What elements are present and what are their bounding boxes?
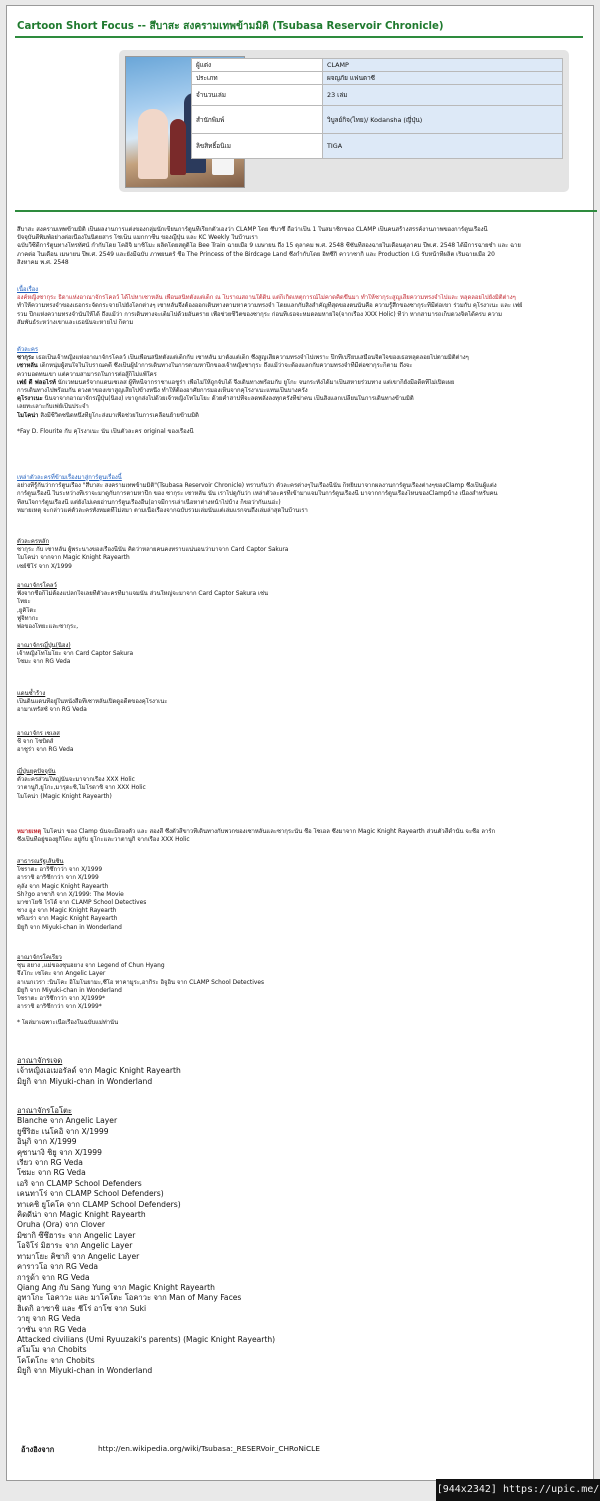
group-line: เจ้าหญิงโทโมโยะ จาก Card Captor Sakura [17, 651, 134, 658]
story-line: องค์หญิงซากุระ ธิดาแห่งอาณาจักรโคลว์ ได้ไปหาเซาหลัน เพื่อนสนิทตั้งแต่เด็ก ณ โบราณสถานใต้ดิน แต่ก็เกิดเหตุการณ์ไม่คาดคิดขึ้นมา ทำให้ซากุระสูญเสียความทรงจำไปและ หลุดลอยไปยังมิติต่างๆ [17, 295, 516, 302]
divider [15, 210, 597, 212]
group-line: เจ้าหญิงเอเมอรัลด์ จาก Magic Knight Rayearth [17, 1066, 181, 1076]
story-line: รวม ปีกแห่งความทรงจำนั้นให้ได้ ถึงแม้ว่า การเดินทางจะเต็มไปด้วยอันตราย เพื่อช่วยชีวิตของซากุระ ก่อนที่เธอจะหมดลมหายใจ(จากเรื่อง XXX Holic) ที่ว่า หากสามารถเก็บดวงจิตได้ครบ ความ [17, 311, 503, 318]
info-key: ประเภท [192, 72, 323, 85]
cameo-line: การ์ตูนเรื่องนี้ ในระหว่างที่เราจะมาดูกับการตามหาปีก ของ ซากุระ เซาหลัน นั้น เราไปดูกันว่า เหล่าตัวละครที่เข้ามาแจมในการ์ตูนเรื่องนี้ มาจากการ์ตูนเรื่องไหนของClampบ้าง เนื่องสำหรับคน [17, 491, 498, 498]
group-line: Blanche จาก Angelic Layer [17, 1116, 118, 1126]
group-line: โซราตะ อาริซึกาว่า จาก X/1999* [17, 996, 106, 1003]
group-line: โอจิโร่ มิฮาระ จาก Angelic Layer [17, 1241, 133, 1251]
group-line: มิยูกิ จาก Miyuki-chan in Wonderland [17, 924, 122, 931]
group-line: ,ยูคิโตะ [17, 607, 37, 614]
characters-footnote: *Fay D. Flourite กับ คุโรงาเนะ นั้น เป็นตัวละคร original ของเรื่องนี้ [17, 428, 194, 435]
watermark: [944x2342] https://upic.me/ [436, 1479, 600, 1501]
group-line: ซาง อูง จาก Magic Knight Rayearth [17, 908, 117, 915]
group-line: วาตานูกิ,ยูโกะ,มารุดะชิ,โมโรดาชิ จาก XXX Holic [17, 785, 146, 792]
info-row [192, 134, 563, 159]
groups-section [17, 538, 591, 571]
group-line: โมโคน่า จากจาก Magic Knight Rayearth [17, 555, 130, 562]
intro-line: สึบาสะ สงครามเทพข้ามมิติ เป็นผลงานการแต่งของกลุ่มนักเขียนการ์ตูนที่เรียกตัวเองว่า CLAMP โดย ซึบาซึ ถือว่าเป็น 1 ในสมาชิกของ CLAMP เป็นคนสร้างสรรค์งานภาพของการ์ตูนเรื่องนี้ [17, 227, 488, 233]
intro-line: ปัจจุบันตีพิมพ์อย่างต่อเนื่องในนิตยสาร โชเน็น แมกกาซีน ของญี่ปุ่น และ KC Weekly ในบ้านเรา [17, 235, 258, 242]
character-name: เซาหลัน [17, 363, 38, 370]
character-name: โมโคน่า [17, 412, 39, 419]
group-line: ตัวละครส่วนใหญ่นั้นจะมาจากเรื่อง XXX Holic [17, 777, 135, 784]
group-heading: อาณาจักร เซเลส [17, 731, 60, 737]
group-line: Qiang Ang กับ Sang Yung จาก Magic Knight Rayearth [17, 1282, 215, 1292]
info-row [192, 106, 563, 134]
group-line: เอริ จาก CLAMP School Defenders [17, 1178, 142, 1188]
group-line: โซมะ จาก RG Veda [17, 659, 71, 666]
groups2-section [17, 858, 591, 932]
intro-line: สิงหาคม พ.ศ. 2548 [17, 259, 69, 266]
character-text: นินจาจากอาณาจักรญี่ปุ่น(นิฮง) เขาถูกส่งไปด้วยเจ้าหญิงโทโมโยะ ด้วยคำสาปที่จะลดพลังลงทุกครั้งที่ฆ่าคน เป็นสิ่งแลกเปลี่ยนในการเดินทางข้ามมิติ [42, 396, 414, 403]
group-line: มิยูกิ จาก Miyuki-chan in Wonderland [17, 987, 122, 994]
group-line: ทาเคชิ ยูโคโค จาก CLAMP School Defenders) [17, 1199, 181, 1209]
info-value: CLAMP [323, 59, 563, 72]
reference-link[interactable]: http://en.wikipedia.org/wiki/Tsubasa:_RESERVoir_CHRoNiCLE [98, 1444, 320, 1453]
group-line: อาราชิ อาริซึกาว่า จาก X/1999* [17, 1004, 102, 1011]
cameo-line: หมายเหตุ จะกล่าวแค่ตัวละครทั้งหมดที่ไม่สมา ตามเนื้อเรื่องจากฉบับรวมเล่มนั้นแต่เล่มแรกจนถึงเล่มล่าสุดในบ้านเรา [17, 507, 308, 514]
character-text: นักเวทมนตร์จากแดนเซเลส ผู้ที่หนีจากราชาแอชูร่า เพื่อไม่ให้ถูกจับได้ จึงเดินทางพร้อมกับ ยูโกะ จนกระทั่งได้มาเป็นสหายร่วมทาง แต่เขาก็ยังมีอดีตที่ไม่เปิดเผย [55, 379, 455, 386]
group-line: โซมะ จาก RG Veda [17, 1168, 86, 1178]
group-line: อาเนกเวรา :นินโคะ อิโมโนยามะ,ซึโอ ทาคามูระ,อากิระ อิจูอิน จาก CLAMP School Detectives [17, 979, 265, 986]
character-name: ซากุระ [17, 355, 35, 362]
groups-section [17, 582, 591, 631]
groups-section [17, 768, 591, 801]
group-line: ยูซึริฮะ เนโคอิ จาก X/1999 [17, 1126, 109, 1136]
story-line: สัมพันธ์ระหว่างเขาและเธอนั้นจะหายไป ก็ตาม [17, 319, 134, 326]
group-heading: สาธารณรัฐเส้นซิน [17, 859, 64, 865]
character-name: คุโรงาเนะ [17, 396, 43, 403]
intro-line: ฉบับวีซีดีการ์ตูนทางโทรทัศน์ กำกับโดย โคอิจิ มาชิโมะ ผลิตโดยสตูดิโอ Bee Train ฉายเมื่อ 9 เมษายน ถึง 15 ตุลาคม พ.ศ. 2548 ซีซั่นที่สองฉายในเดือนตุลาคม ปีพ.ศ. 2548 ได้มีการฉายซ้ำ และ ฉาย [17, 243, 521, 250]
info-value: TIGA [323, 134, 563, 159]
group-heading: แดนซ้ำร้าง [17, 691, 46, 697]
cameo-section [17, 474, 591, 515]
reference-label: อ้างอิงจาก [21, 1445, 55, 1454]
cameo-line: ที่สนใจการ์ตูนเรื่องนี้ แต่ยังไม่เคยอ่านการ์ตูนเรื่องอื่น(อาจมีการเล่าเนื้อหาต่างหน้าไปบ้าง ก็ขอว่ากันเนอ่ะ) [17, 499, 281, 506]
cameo-heading: เหล่าตัวละครที่ข้ามเรื่องมาสู่การ์ตูนเรื่องนี้ [17, 475, 122, 481]
groups2-section [17, 954, 591, 1028]
group-line: อุทาโกะ โอคาวะ และ มาโคโตะ โอคาวะ จาก Man of Many Faces [17, 1293, 242, 1303]
group-line: วาซัน จาก RG Veda [17, 1324, 87, 1334]
group-line: โมโคน่า (Magic Knight Rayearth) [17, 793, 112, 800]
info-row [192, 85, 563, 106]
groups3-section [17, 1056, 591, 1087]
reference [21, 1444, 320, 1456]
group-line: เป็นดินแดนที่อยู่ในหนังสือที่เซาหลันเปิดดูอดีตของคุโรงาเนะ [17, 699, 168, 706]
cameo-line: อย่างที่รู้กันว่าการ์ตูนเรื่อง "สึบาสะ สงครามเทพข้ามมิติ"(Tsubasa Reservoir Chronicle) ทราบกันว่า ตัวละครต่างๆในเรื่องนี้นั้น ก็หยิบมาจากผลงานการ์ตูนเรื่องต่างๆของClamp ซึ่งเป็นผู้แต่ง [17, 483, 497, 490]
group-line: มาซาโยชิ โรโด้ จาก CLAMP School Detectives [17, 900, 147, 907]
group-line: มิยูกิ จาก Miyuki-chan in Wonderland [17, 1076, 153, 1086]
note-text: ซึ่งเป็นที่อยู่ของยูกิโดะ อยู่กับ ยูโกะและวาตานูกิ จากเรื่อง XXX Holic [17, 837, 190, 844]
article-title: Cartoon Short Focus -- สึบาสะ สงครามเทพข้ามมิติ (Tsubasa Reservoir Chronicle) [17, 21, 444, 32]
group-line: อินุกิ จาก X/1999 [17, 1137, 77, 1147]
group-line: อาราชิ อาริซึกาว่า จาก X/1999 [17, 875, 99, 882]
group-line: เซย์ชิโร่ จาก X/1999 [17, 563, 72, 570]
note-text: โมโคน่า ของ Clamp นั้นจะมีสองตัว และ สองสี ซึ่งตัวสีขาวที่เดินทางกับพวกของเซาหลันและซากุระนั้น ชื่อ โซเอล ซึ่งมาจาก Magic Knight Rayearth ส่วนตัวสีดำนั้น จะชื่อ ลาร์ก [41, 829, 496, 835]
group-line: ซากุระ กับ เซาหลัน ผู้พระนางของเรื่องนี้นั้น คิดว่าหลายคนคงทราบแน่นอนว่ามาจาก Card Captor Sakura [17, 547, 289, 554]
group-line: โคโตโกะ จาก Chobits [17, 1355, 95, 1365]
story-heading: เนื้อเรื่อง [17, 287, 39, 293]
character-text: เด็กหนุ่มผู้สนใจในโบราณคดี ซึ่งเป็นผู้นำการเดินทางในการตามหาปีกของเจ้าหญิงซากุระ ถึงแม้ว่าจะต้องแลกกับความทรงจำที่มีต่อซากุระก็ตาม ถึงจะ [37, 363, 413, 370]
group-line: มิยูกิ จาก Miyuki-chan in Wonderland [17, 1366, 153, 1376]
group-heading: อาณาจักรโคเรียว [17, 955, 62, 961]
title-bar [15, 12, 583, 38]
character-text: เธอเป็นเจ้าหญิงแห่งอาณาจักรโคลว์ เป็นเพื่อนสนิทตั้งแต่เด็กกับ เซาหลัน มาตั้งแต่เด็ก ซึ่งสูญเสียความทรงจำไปเพราะ ปีกที่เปรียบเสมือนจิตใจของเธอหลุดลอยไปตามมิติต่างๆ [34, 355, 469, 362]
group-heading: อาณาจักรญี่ปุ่น(นิฮง) [17, 643, 71, 649]
group-line: อามาเทรัสซ์ จาก RG Veda [17, 707, 87, 714]
info-value: 23 เล่ม [323, 85, 563, 106]
group-line: ชุน ฮยาง ,แม่ของชุนฮยาง จาก Legend of Chun Hyang [17, 963, 165, 970]
info-key: ผู้แต่ง [192, 59, 323, 72]
group-line: Attacked civilians (Umi Ryuuzaki's parents) (Magic Knight Rayearth) [17, 1334, 276, 1344]
group-line: ชี จาก โชบิตส์ [17, 739, 54, 746]
group-line: จึงโกะ เซโตะ จาก Angelic Layer [17, 971, 106, 978]
info-row [192, 72, 563, 85]
group-line: พ่อของโทยะและซากุระ, [17, 624, 79, 631]
group-heading: ตัวละครหลัก [17, 539, 50, 545]
intro-line: ภาคต่อ ในเดือน เมษายน ปีพ.ศ. 2549 และยังมีฉบับ ภาพยนตร์ ชื่อ The Princess of the Birdcage Land ซึ่งกำกับโดย อิทซึกิ คาวาซากิ และ Production I.G รับหน้าที่ผลิต เริ่มฉายเมื่อ 20 [17, 251, 495, 258]
story-section [17, 286, 591, 327]
group-line: ฮิเดกิ อาซาชิ และ ชีโร่ อาโซ จาก Suki [17, 1303, 147, 1313]
characters-heading: ตัวละคร [17, 347, 39, 353]
groups2-footnote: * โผล่มาเฉพาะเนื้อเรื่องในฉบับแม่ท่านั้น [17, 1020, 119, 1027]
story-line: ทำให้ความทรงจำของเธอกระจัดกระจายไปยังโลกต่างๆ เซาหลันจึงต้องออกเดินทางตามหาความทรงจำ โดยแลกกับสิ่งสำคัญที่สุดของตนนั่นคือ ความรู้สึกของซากุระที่มีต่อเขา ร่วมกับ คุโรงาเนะ และ เฟย์ [17, 303, 523, 310]
info-table [191, 58, 563, 159]
groups-section [17, 642, 591, 667]
info-key: ลิขสิทธิ์อนิเม [192, 134, 323, 159]
group-heading: อาณาจักรโคลว์ [17, 583, 57, 589]
character-text: สิ่งมีชีวิตชนิดหนึ่งที่ยูโกะส่งมาเพื่อช่วยในการเคลื่อนย้ายข้ามมิติ [38, 412, 199, 419]
group-heading: อาณาจักรโอโตะ [17, 1106, 72, 1115]
note-section [17, 828, 591, 844]
group-line: อาชูร่า จาก RG Veda [17, 747, 74, 754]
info-row [192, 59, 563, 72]
article-page [6, 5, 594, 1481]
group-line: เรียว จาก RG Veda [17, 1158, 83, 1168]
groups3-section [17, 1106, 591, 1377]
group-line: Oruha (Ora) จาก Clover [17, 1220, 105, 1230]
groups-section [17, 690, 591, 715]
info-value: วิบูลย์กิจ(ไทย)/ Kodansha (ญี่ปุ่น) [323, 106, 563, 134]
group-line: เคนทาโร่ จาก CLAMP School Defenders) [17, 1189, 164, 1199]
info-value: ผจญภัย แฟนตาซี [323, 72, 563, 85]
group-line: โทยะ [17, 599, 31, 606]
group-line: คาราวโอ จาก RG Veda [17, 1262, 99, 1272]
group-line: พรีเมร่า จาก Magic Knight Rayearth [17, 916, 118, 923]
group-heading: ญี่ปุ่นยุคปัจจุบัน [17, 769, 56, 775]
group-line: คุลัง จาก Magic Knight Rayearth [17, 883, 109, 890]
note-label: หมายเหตุ [17, 829, 42, 835]
info-key: สำนักพิมพ์ [192, 106, 323, 134]
character-text: เลยทะเลาะกับเฟย์เป็นประจำ [17, 404, 89, 411]
group-line: ฟังจากชื่อก็ไม่ต้องแปลกใจเลยที่ตัวละครที่มาแจมนั้น ส่วนใหญ่จะมาจาก Card Captor Sakura เช่น [17, 591, 268, 598]
group-line: คิดดีน่า จาก Magic Knight Rayearth [17, 1210, 146, 1220]
character-name: เฟย์ ดี ฟลอไรท์ [17, 379, 56, 386]
character-text: ความอดทนเขา แต่ความสามารถในการต่อสู้ก็ไม่แพ้ใคร [17, 371, 157, 378]
intro-section [17, 226, 591, 267]
group-line: การูด้า จาก RG Veda [17, 1272, 90, 1282]
group-line: มิซากิ ซึซึฮาระ จาก Angelic Layer [17, 1230, 136, 1240]
character-text: การเดินทางไปพร้อมกัน ดวงตาของเขาสูญเสียไปข้างหนึ่ง ทำให้ต้องอาศัยการมองเห็นจากคุโรงาเนะแทนเป็นบางครั้ง [17, 388, 308, 395]
group-line: คุซานางิ ชิยู จาก X/1999 [17, 1147, 102, 1157]
group-heading: อาณาจักรเจด [17, 1056, 63, 1065]
group-line: ทามาโยะ คิซากิ จาก Angelic Layer [17, 1251, 140, 1261]
group-line: โซราตะ อาริซึกาว่า จาก X/1999 [17, 867, 103, 874]
groups-section [17, 730, 591, 755]
characters-section [17, 346, 591, 436]
group-line: Sh?go อาซากิ จาก X/1999: The Movie [17, 891, 124, 898]
group-line: สโมโม จาก Chobits [17, 1345, 87, 1355]
group-line: ฟูจิทากะ [17, 615, 39, 622]
info-key: จำนวนเล่ม [192, 85, 323, 106]
group-line: วายุ จาก RG Veda [17, 1314, 81, 1324]
